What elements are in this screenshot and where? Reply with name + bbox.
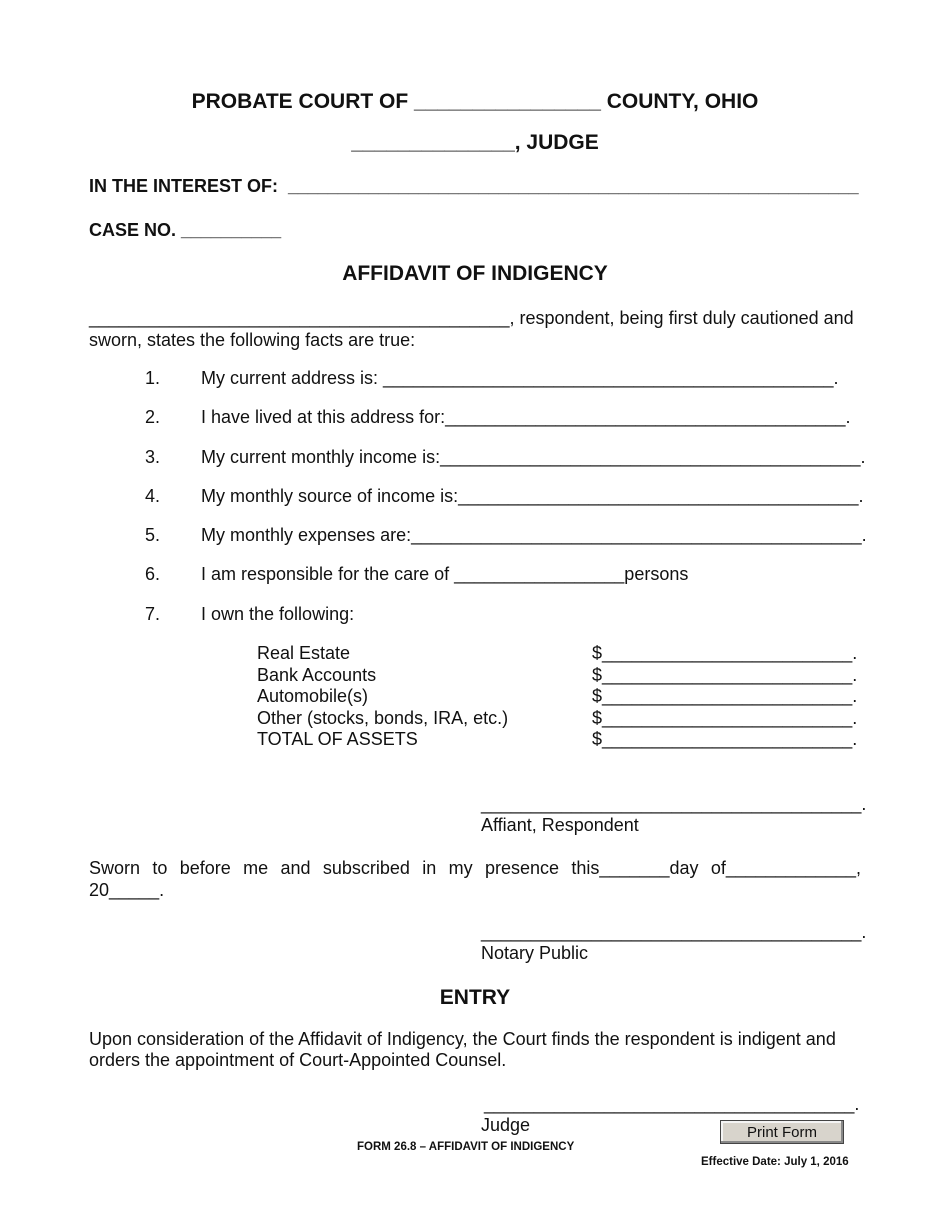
- sworn-statement-line-2: 20_____.: [89, 880, 165, 900]
- entry-text-line-1: Upon consideration of the Affidavit of Indigency, the Court finds the respondent is indigent and: [89, 1029, 836, 1049]
- asset-label: Bank Accounts: [257, 665, 377, 685]
- item-text: My current address is: _____________________________________________.: [201, 368, 839, 388]
- court-heading: PROBATE COURT OF ________________ COUNTY, OHIO: [191, 90, 759, 113]
- sworn-word: of_____________,: [710, 858, 861, 878]
- sworn-word: to: [152, 858, 168, 878]
- item-text: My current monthly income is:__________________________________________.: [201, 447, 866, 467]
- sworn-word: this_______day: [571, 858, 699, 878]
- form-identifier: FORM 26.8 – AFFIDAVIT OF INDIGENCY: [357, 1141, 575, 1153]
- case-number-line: CASE NO. __________: [89, 220, 282, 240]
- asset-value: $_________________________.: [592, 665, 858, 685]
- item-text: I own the following:: [201, 604, 355, 624]
- sworn-word: Sworn: [89, 858, 141, 878]
- sworn-word: in: [422, 858, 437, 878]
- notary-signature-line: ______________________________________.: [481, 922, 867, 942]
- entry-heading: ENTRY: [439, 986, 511, 1009]
- affiant-label: Affiant, Respondent: [481, 815, 639, 835]
- item-number: 5.: [145, 525, 161, 545]
- item-text: I have lived at this address for:________________________________________.: [201, 407, 851, 427]
- judge-signature-line: _____________________________________.: [484, 1094, 860, 1114]
- item-text: My monthly expenses are:_____________________________________________.: [201, 525, 867, 545]
- effective-date: Effective Date: July 1, 2016: [701, 1156, 849, 1168]
- item-number: 4.: [145, 486, 161, 506]
- interest-of-line: IN THE INTEREST OF: _________________________________________________________: [89, 176, 859, 196]
- sworn-word: before: [179, 858, 231, 878]
- item-number: 1.: [145, 368, 161, 388]
- item-number: 7.: [145, 604, 161, 624]
- affiant-signature-line: ______________________________________.: [481, 794, 867, 814]
- sworn-word: presence: [484, 858, 560, 878]
- asset-label: Other (stocks, bonds, IRA, etc.): [257, 708, 509, 728]
- entry-text-line-2: orders the appointment of Court-Appointed Counsel.: [89, 1050, 507, 1070]
- item-text: I am responsible for the care of _________________persons: [201, 564, 689, 584]
- intro-line-2: sworn, states the following facts are true:: [89, 330, 416, 350]
- judge-label: Judge: [481, 1115, 531, 1135]
- item-number: 6.: [145, 564, 161, 584]
- sworn-statement-line-1: [89, 858, 861, 879]
- item-number: 2.: [145, 407, 161, 427]
- asset-label: Automobile(s): [257, 686, 369, 706]
- asset-value: $_________________________.: [592, 708, 858, 728]
- asset-label: TOTAL OF ASSETS: [257, 729, 418, 749]
- notary-label: Notary Public: [481, 943, 589, 963]
- judge-heading: ______________, JUDGE: [351, 131, 599, 154]
- item-number: 3.: [145, 447, 161, 467]
- asset-value: $_________________________.: [592, 643, 858, 663]
- intro-line-1: __________________________________________, respondent, being first duly cautioned and: [89, 308, 854, 328]
- asset-value: $_________________________.: [592, 686, 858, 706]
- sworn-word: me: [243, 858, 269, 878]
- asset-label: Real Estate: [257, 643, 351, 663]
- document-title: AFFIDAVIT OF INDIGENCY: [342, 262, 608, 285]
- print-form-button[interactable]: Print Form: [720, 1120, 844, 1144]
- asset-value: $_________________________.: [592, 729, 858, 749]
- sworn-word: subscribed: [322, 858, 410, 878]
- item-text: My monthly source of income is:________________________________________.: [201, 486, 864, 506]
- sworn-word: my: [448, 858, 473, 878]
- sworn-word: and: [280, 858, 311, 878]
